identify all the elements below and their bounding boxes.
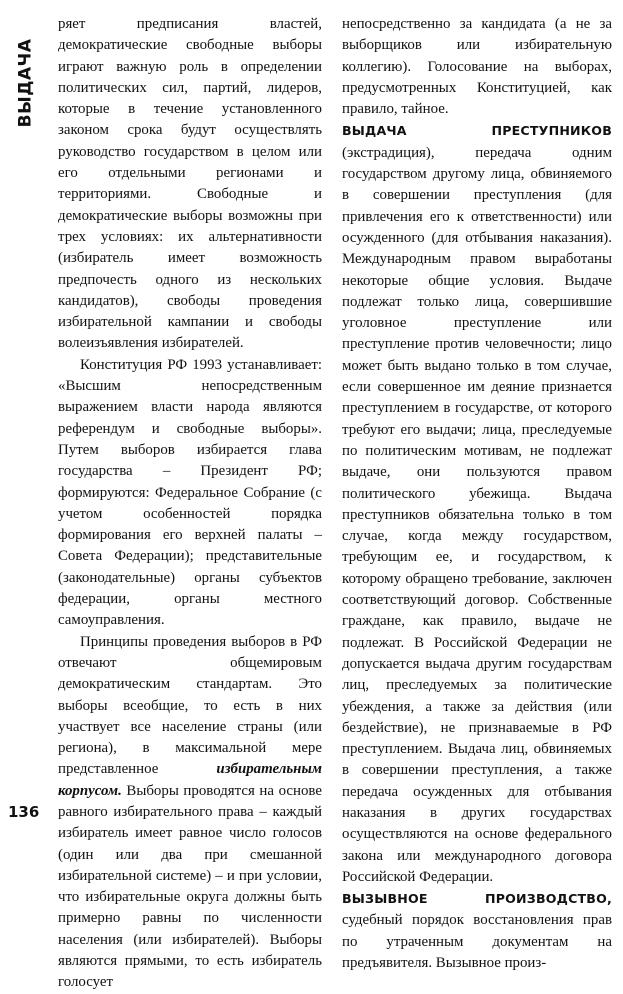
left-paragraph-2: Конституция РФ 1993 устанавливает: «Высшим непосредственным выражением власти народа являются референдум и свободные выборы». Путем выборов избирается глава государства – Президент РФ; формируются: Федеральное Собрание (с учетом особенностей порядка формирования его верхней палаты – Совета Федерации); представительные (законодательные) органы субъектов федерации, органы местного самоуправления. (58, 356, 322, 629)
entry-extradition (342, 120, 612, 888)
left-paragraph-3-start: Принципы проведения выборов в РФ отвечают общемировым демократическим стандартам. Это выборы всеобщие, то есть в них участвует все население страны (или региона), в максимальной мере представленное (58, 633, 322, 778)
entry-summons-proceedings (342, 888, 612, 974)
section-label: ВЫДАЧА (15, 38, 36, 128)
page-number: 136 (8, 803, 40, 821)
left-paragraph-3 (58, 632, 322, 994)
running-header (12, 28, 38, 138)
entry-extradition-term: ВЫДАЧА ПРЕСТУПНИКОВ (342, 123, 612, 139)
right-column (342, 14, 612, 974)
cross-reference-term: избирательным корпусом. (58, 761, 322, 799)
left-column (58, 14, 322, 994)
entry-summons-text: судебный порядок восстановления прав по утраченным документам на предъявителя. Вызывное произ- (342, 912, 612, 972)
left-paragraph-1: ряет предписания властей, демократические свободные выборы играют важную роль в определении политических сил, партий, лидеров, которые в течение установленного законом срока будут осуществлять руководство государством в целом или его отдельными регионами и территориями. Свободные и демократические выборы возможны при трех условиях: их альтернативности (избиратель имеет возможность предпочесть одного из нескольких кандидатов), свободы проведения избирательной кампании и свободы волеизъявления избирателей. (58, 16, 322, 352)
entry-extradition-text: (экстрадиция), передача одним государством другому лица, обвиняемого в совершении преступления (для привлечения его к ответственности) или осужденного (для отбывания наказания). Международным правом выработаны некоторые общие условия. Выдаче подлежат только лица, совершившие уголовное преступление или преступление против человечности; лицо может быть выдано только в том случае, если совершенное им деяние признается преступлением в государстве, от которого требуют его выдачи; лица, преследуемые по политическим мотивам, не подлежат выдаче, они пользуются правом политического убежища. Выдача преступников обязательна только в том случае, когда между государством, требующим ее, и государством, к которому обращено требование, заключен соответствующий договор. Собственные граждане, как правило, выдаче не подлежат. В Российской Федерации не допускается выдача другим государствам лиц, преследуемых за политические убеждения, а также за действия (или бездействие), не признаваемые в РФ преступлением. Выдача лиц, обвиняемых в совершении преступления, а также передача осужденных для отбывания наказания в других государствах осуществляются на основе федерального закона или международного договора Российской Федерации. (342, 144, 612, 885)
right-paragraph-1: непосредственно за кандидата (а не за выборщиков или избирательную коллегию). Голосование на выборах, предусмотренных Конституцией, как правило, тайное. (342, 16, 612, 118)
left-paragraph-3-end: Выборы проводятся на основе равного избирательного права – каждый избиратель имеет равное число голосов (один или два при смешанной избирательной системе) – и при условии, что избирательные округа должны быть примерно равны по численности населения (или избирателей). Выборы являются прямыми, то есть избиратель голосует (58, 782, 322, 991)
entry-summons-term: ВЫЗЫВНОЕ ПРОИЗВОДСТВО, (342, 891, 612, 907)
